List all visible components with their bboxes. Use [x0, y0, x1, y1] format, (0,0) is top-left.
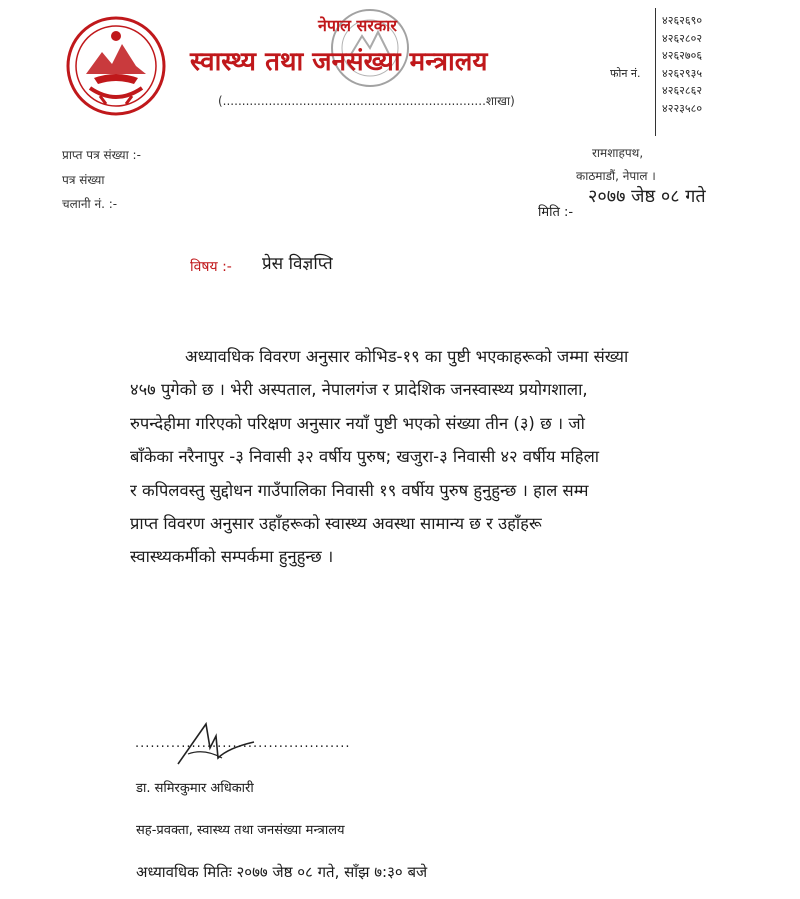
- address-line-1: रामशाहपथ,: [592, 146, 644, 160]
- body-line: अध्यावधिक विवरण अनुसार कोभिड-१९ का पुष्टी भएकाहरूको जम्मा संख्या: [185, 347, 629, 366]
- signature-line: ..........................................: [135, 736, 351, 751]
- subject-label: विषय :-: [190, 259, 232, 275]
- branch-line: (.....................................................................शाखा): [218, 94, 515, 108]
- phone-divider: [655, 8, 656, 136]
- body-line: स्वास्थ्यकर्मीको सम्पर्कमा हुनुहुन्छ ।: [130, 547, 334, 567]
- date-value: २०७७ जेष्ठ ०८ गते: [588, 186, 706, 207]
- phone-number: ४२६२६९०: [662, 14, 703, 27]
- body-line: प्राप्त विवरण अनुसार उहाँहरूको स्वास्थ्य अवस्था सामान्य छ र उहाँहरू: [130, 514, 542, 534]
- body-line: ४५७ पुगेको छ । भेरी अस्पताल, नेपालगंज र प्रादेशिक जनस्वास्थ्य प्रयोगशाला,: [130, 380, 588, 400]
- body-line: रुपन्देहीमा गरिएको परिक्षण अनुसार नयाँ पुष्टी भएको संख्या तीन (३) छ । जो: [130, 413, 585, 433]
- body-line: र कपिलवस्तु सुद्दोधन गाउँपालिका निवासी १९ वर्षीय पुरुष हुनुहुन्छ । हाल सम्म: [130, 480, 589, 500]
- phone-list: [662, 12, 702, 117]
- ministry-title: स्वास्थ्य तथा जनसंख्या मन्त्रालय: [190, 47, 488, 77]
- phone-number: ४२६२७०६: [662, 49, 703, 62]
- date-label: मिति :-: [538, 205, 574, 220]
- phone-number: ४२६२८०२: [662, 31, 703, 45]
- dispatch-no: चलानी नं. :-: [62, 197, 118, 211]
- signatory-name: डा. समिरकुमार अधिकारी: [136, 781, 254, 796]
- press-release-body: [130, 340, 752, 574]
- phone-label: फोन नं.: [610, 67, 641, 80]
- phone-number: ४२२३५८०: [662, 101, 703, 115]
- signatory-title: सह-प्रवक्ता, स्वास्थ्य तथा जनसंख्या मन्त्रालय: [136, 823, 345, 838]
- government-heading: नेपाल सरकार: [318, 16, 397, 35]
- phone-number: ४२६२९३५: [662, 66, 703, 80]
- address-line-2: काठमाडौं, नेपाल ।: [576, 169, 656, 183]
- subject-text: प्रेस विज्ञप्ति: [262, 254, 333, 274]
- letter-no: पत्र संख्या: [62, 173, 105, 187]
- received-letter-no: प्राप्त पत्र संख्या :-: [62, 148, 141, 162]
- body-line: बाँकेका नरैनापुर -३ निवासी ३२ वर्षीय पुरुष; खजुरा-३ निवासी ४२ वर्षीय महिला: [130, 447, 600, 467]
- phone-number: ४२६२८६२: [662, 84, 703, 97]
- updated-date: अध्यावधिक मितिः २०७७ जेष्ठ ०८ गते, साँझ ७:३० बजे: [136, 863, 428, 881]
- national-emblem-icon: [64, 14, 168, 118]
